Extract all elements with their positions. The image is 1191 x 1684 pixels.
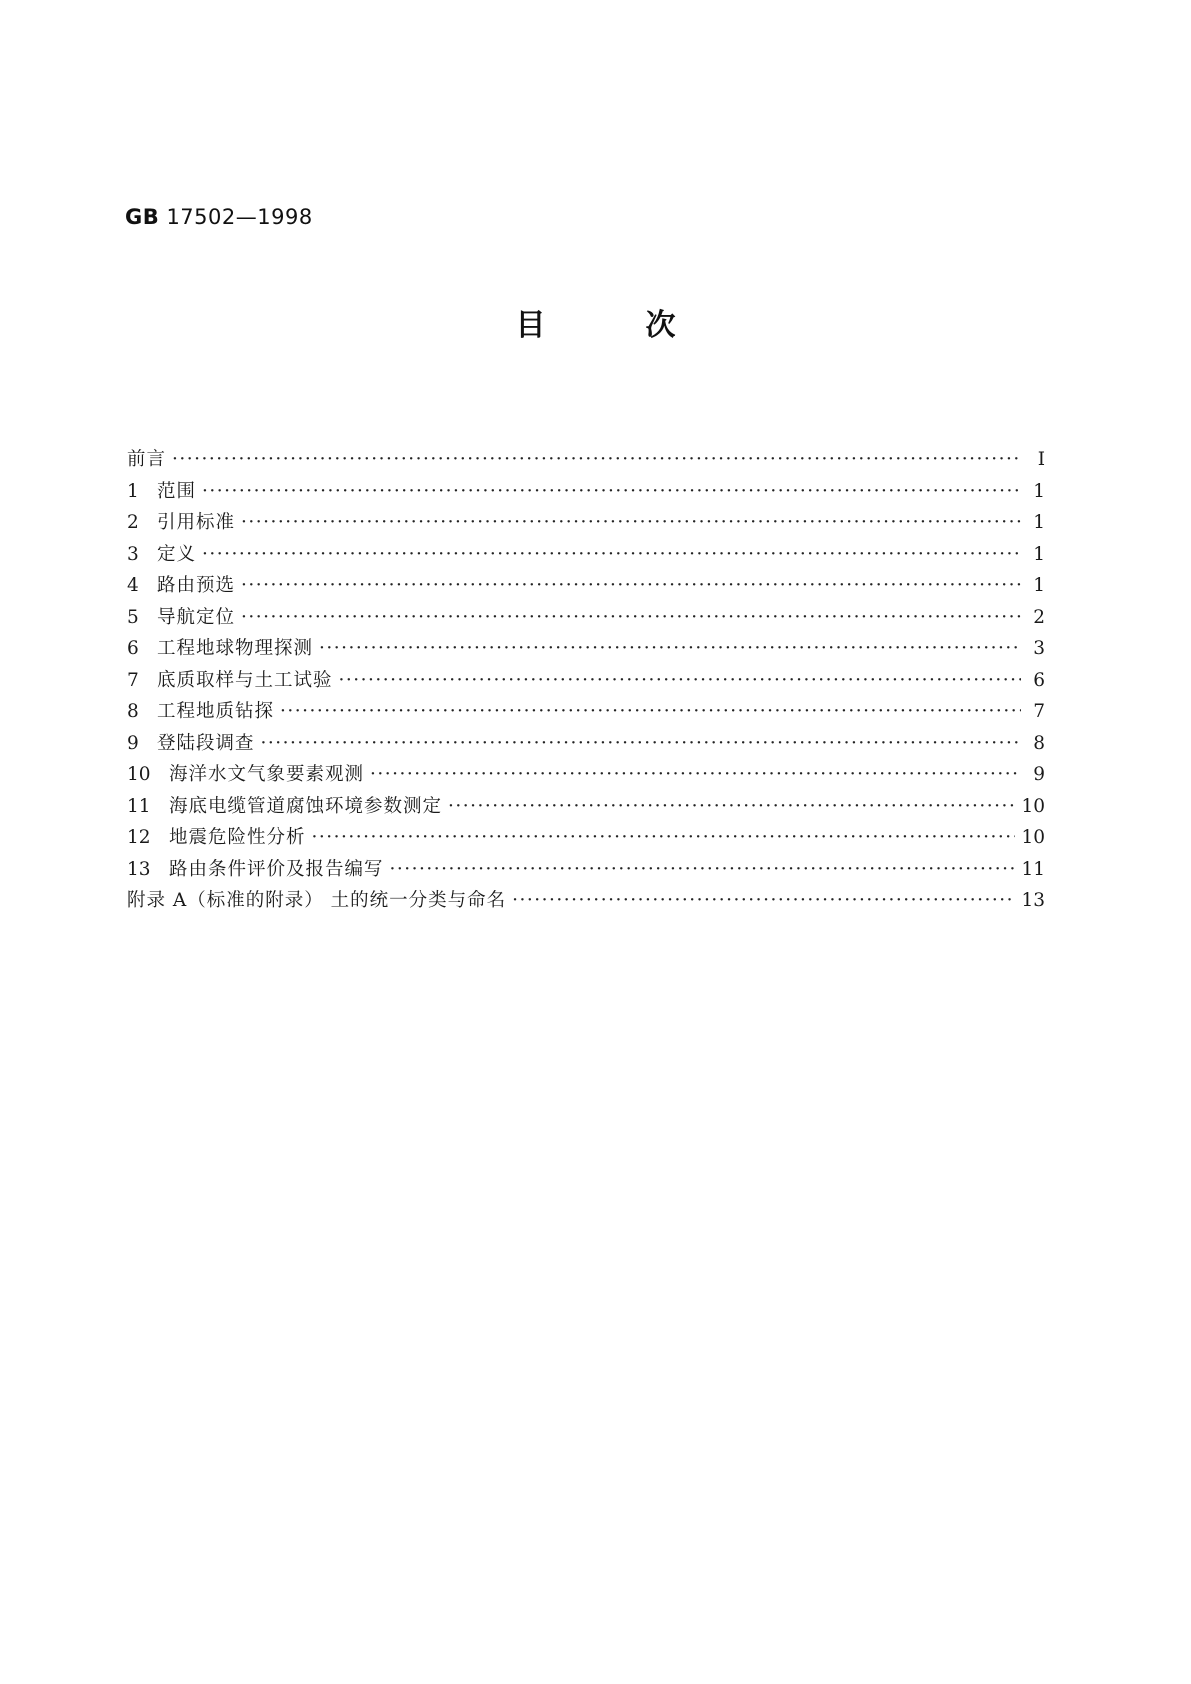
toc-leader-dots — [202, 476, 1021, 508]
toc-entry-label: 地震危险性分析 — [169, 827, 306, 848]
toc-entry-label: 路由预选 — [157, 575, 236, 596]
toc-heading-char-1: 目 — [515, 308, 546, 343]
toc-entry-12[interactable] — [127, 822, 1045, 854]
toc-leader-dots — [241, 570, 1021, 602]
toc-entry-page: 6 — [1033, 669, 1045, 691]
toc-entry-page: 13 — [1021, 890, 1045, 911]
toc-leader-dots — [312, 822, 1016, 854]
toc-entry-number: 8 — [127, 701, 139, 722]
toc-entry-page: I — [1037, 449, 1045, 470]
toc-leader-dots — [370, 759, 1021, 791]
toc-entry-8[interactable] — [127, 696, 1045, 728]
toc-entry-preface[interactable] — [127, 444, 1045, 476]
toc-entry-label: 工程地质钻探 — [157, 701, 275, 722]
toc-leader-dots — [319, 633, 1021, 665]
toc-leader-dots — [172, 444, 1021, 476]
toc-entry-number: 10 — [127, 764, 151, 785]
toc-entry-number: 4 — [127, 575, 139, 596]
toc-entry-3[interactable] — [127, 539, 1045, 571]
toc-entry-page: 1 — [1033, 480, 1045, 502]
toc-entry-label: 导航定位 — [157, 606, 236, 628]
toc-entry-number: 1 — [127, 480, 139, 502]
toc-entry-number: 6 — [127, 638, 139, 659]
toc-entry-page: 1 — [1033, 575, 1045, 596]
toc-entry-label: 定义 — [157, 543, 197, 565]
toc-entry-label: 附录 A（标准的附录） 土的统一分类与命名 — [127, 890, 507, 911]
toc-entry-label: 前言 — [127, 449, 167, 470]
toc-entry-page: 1 — [1033, 543, 1045, 565]
standard-code — [125, 205, 313, 229]
toc-entry-label: 引用标准 — [157, 512, 236, 533]
standard-number: 17502—1998 — [166, 205, 313, 229]
toc-entry-label: 底质取样与土工试验 — [157, 669, 333, 691]
toc-entry-number: 9 — [127, 732, 139, 754]
table-of-contents — [127, 444, 1045, 917]
toc-entry-10[interactable] — [127, 759, 1045, 791]
toc-entry-page: 8 — [1033, 732, 1045, 754]
toc-entry-number: 13 — [127, 858, 151, 880]
toc-entry-number: 12 — [127, 827, 151, 848]
toc-entry-page: 2 — [1033, 606, 1045, 628]
toc-entry-label: 海底电缆管道腐蚀环境参数测定 — [169, 795, 443, 817]
toc-leader-dots — [261, 728, 1021, 760]
toc-entry-1[interactable] — [127, 476, 1045, 508]
toc-entry-2[interactable] — [127, 507, 1045, 539]
toc-entry-4[interactable] — [127, 570, 1045, 602]
toc-entry-label: 路由条件评价及报告编写 — [169, 858, 384, 880]
toc-leader-dots — [202, 539, 1021, 571]
toc-leader-dots — [280, 696, 1021, 728]
standard-prefix: GB — [125, 205, 160, 229]
toc-entry-number: 3 — [127, 543, 139, 565]
toc-entry-7[interactable] — [127, 665, 1045, 697]
toc-entry-label: 海洋水文气象要素观测 — [169, 764, 365, 785]
toc-leader-dots — [241, 602, 1021, 634]
toc-entry-page: 1 — [1033, 512, 1045, 533]
toc-leader-dots — [390, 854, 1016, 886]
toc-leader-dots — [339, 665, 1021, 697]
toc-entry-page: 10 — [1021, 795, 1045, 817]
toc-entry-page: 11 — [1021, 858, 1045, 880]
toc-leader-dots — [241, 507, 1021, 539]
toc-entry-appendix-a[interactable] — [127, 885, 1045, 917]
toc-entry-page: 10 — [1021, 827, 1045, 848]
toc-entry-11[interactable] — [127, 791, 1045, 823]
toc-entry-6[interactable] — [127, 633, 1045, 665]
toc-entry-label: 范围 — [157, 480, 197, 502]
toc-heading — [0, 300, 1191, 344]
toc-entry-number: 2 — [127, 512, 139, 533]
toc-entry-number: 7 — [127, 669, 139, 691]
toc-entry-number: 5 — [127, 606, 139, 628]
toc-leader-dots — [448, 791, 1015, 823]
toc-entry-5[interactable] — [127, 602, 1045, 634]
toc-entry-label: 工程地球物理探测 — [157, 638, 314, 659]
toc-heading-char-2: 次 — [645, 308, 676, 343]
toc-entry-13[interactable] — [127, 854, 1045, 886]
toc-entry-page: 3 — [1033, 638, 1045, 659]
toc-entry-page: 9 — [1033, 764, 1045, 785]
toc-entry-page: 7 — [1033, 701, 1045, 722]
toc-leader-dots — [512, 885, 1015, 917]
toc-entry-number: 11 — [127, 795, 151, 817]
toc-entry-9[interactable] — [127, 728, 1045, 760]
toc-entry-label: 登陆段调查 — [157, 732, 255, 754]
